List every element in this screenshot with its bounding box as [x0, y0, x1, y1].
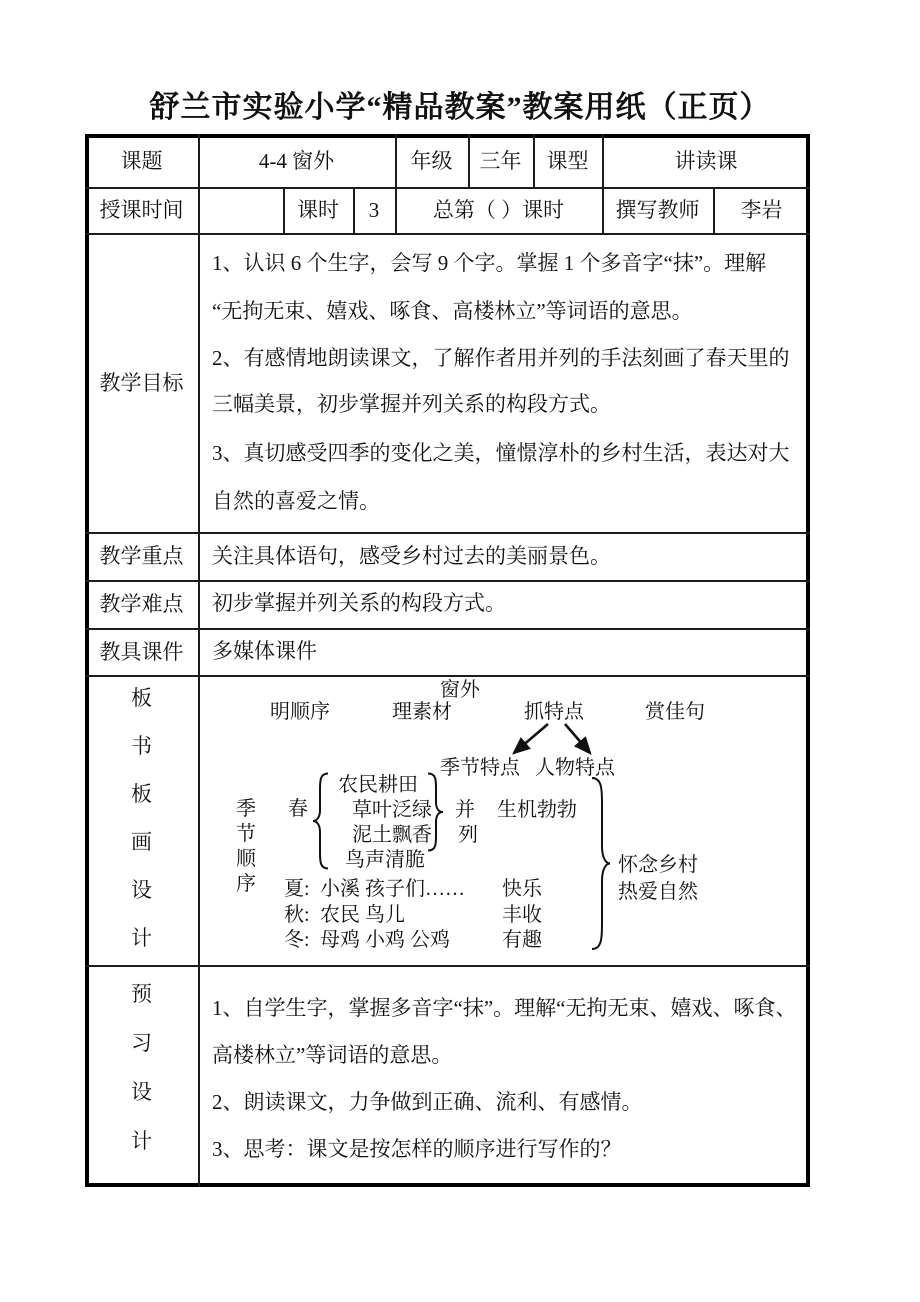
summer-items: 小溪 孩子们…… — [320, 878, 465, 900]
big-right-brace-icon — [586, 776, 612, 951]
objectives-line: 3、真切感受四季的变化之美，憧憬淳朴的乡村生活，表达对大 — [212, 441, 790, 465]
periods-value: 3 — [368, 198, 380, 222]
winter-season: 冬: — [284, 929, 310, 951]
keypoint-label: 教学重点 — [99, 544, 184, 568]
grade-value: 三年 — [479, 148, 522, 173]
course-title-value: 4-4 窗外 — [258, 148, 335, 173]
keypoint-text: 关注具体语句，感受乡村过去的美丽景色。 — [212, 544, 611, 568]
season-order-char: 节 — [236, 823, 256, 845]
summer-season: 夏: — [284, 878, 310, 900]
difficulty-text: 初步掌握并列关系的构段方式。 — [212, 591, 506, 615]
autumn-season: 秋: — [284, 904, 310, 926]
autumn-items: 农民 鸟儿 — [320, 904, 405, 926]
periods-label: 课时 — [297, 198, 339, 222]
total-period-label: 总第（ ）课时 — [432, 198, 565, 222]
diagram-title: 窗外 — [440, 679, 480, 701]
objectives-line: 自然的喜爱之情。 — [212, 489, 380, 513]
spring-item: 泥土飘香 — [352, 824, 432, 846]
spring-item: 草叶泛绿 — [352, 799, 432, 821]
spring-item: 鸟声清脆 — [345, 849, 425, 871]
spring-result: 生机勃勃 — [497, 799, 577, 821]
lesson-type-value: 讲读课 — [674, 148, 738, 173]
objectives-line: “无拘无束、嬉戏、啄食、高楼林立”等词语的意思。 — [212, 299, 693, 323]
preview-line: 2、朗读课文，力争做到正确、流利、有感情。 — [212, 1090, 643, 1114]
preview-line: 1、自学生字，掌握多音字“抹”。理解“无拘无束、嬉戏、啄食、 — [212, 996, 797, 1020]
diagram-method: 抓特点 — [524, 701, 584, 723]
diagram-feature: 季节特点 — [440, 757, 520, 779]
spring-season: 春 — [288, 798, 308, 820]
table-gridline — [85, 675, 810, 677]
diagram-method: 理素材 — [392, 701, 452, 723]
page-title: 舒兰市实验小学“精品教案”教案用纸（正页） — [149, 91, 771, 124]
course-title-label: 课题 — [120, 148, 163, 173]
aids-text: 多媒体课件 — [212, 639, 317, 663]
preview-line: 高楼林立”等词语的意思。 — [212, 1043, 453, 1067]
preview-design-label: 预 习 设 计 — [131, 982, 152, 1153]
autumn-result: 丰收 — [502, 904, 542, 926]
diagram-method: 赏佳句 — [645, 701, 705, 723]
objectives-line: 1、认识 6 个生字，会写 9 个字。掌握 1 个多音字“抹”。理解 — [212, 251, 767, 275]
teach-time-label: 授课时间 — [99, 198, 184, 222]
lesson-type-label: 课型 — [546, 148, 589, 173]
diagram-method: 明顺序 — [270, 701, 330, 723]
teach-time-value — [198, 187, 283, 233]
preview-line: 3、思考：课文是按怎样的顺序进行写作的？ — [212, 1137, 622, 1161]
season-order-char: 季 — [236, 798, 256, 820]
left-brace-icon — [310, 772, 332, 870]
difficulty-label: 教学难点 — [99, 592, 184, 616]
summer-result: 快乐 — [502, 878, 542, 900]
table-gridline — [85, 965, 810, 967]
objectives-label: 教学目标 — [99, 370, 184, 395]
grade-label: 年级 — [410, 148, 453, 173]
author-label: 撰写教师 — [615, 198, 700, 222]
conclusion-line: 怀念乡村 — [618, 854, 698, 876]
diagram-feature: 人物特点 — [535, 757, 615, 779]
table-gridline — [198, 134, 200, 1187]
board-design-label: 板 书 板 画 设 计 — [131, 686, 152, 950]
parallel-char: 列 — [458, 824, 478, 846]
aids-label: 教具课件 — [99, 639, 184, 664]
winter-items: 母鸡 小鸡 公鸡 — [320, 929, 450, 951]
spring-item: 农民耕田 — [338, 774, 418, 796]
objectives-line: 2、有感情地朗读课文，了解作者用并列的手法刻画了春天里的 — [212, 346, 790, 370]
author-value: 李岩 — [740, 198, 783, 222]
winter-result: 有趣 — [502, 929, 542, 951]
parallel-char: 并 — [455, 799, 475, 821]
season-order-char: 顺 — [236, 848, 256, 870]
conclusion-line: 热爱自然 — [618, 881, 698, 903]
right-brace-icon — [424, 772, 446, 852]
objectives-line: 三幅美景，初步掌握并列关系的构段方式。 — [212, 392, 611, 416]
season-order-char: 序 — [236, 873, 256, 895]
